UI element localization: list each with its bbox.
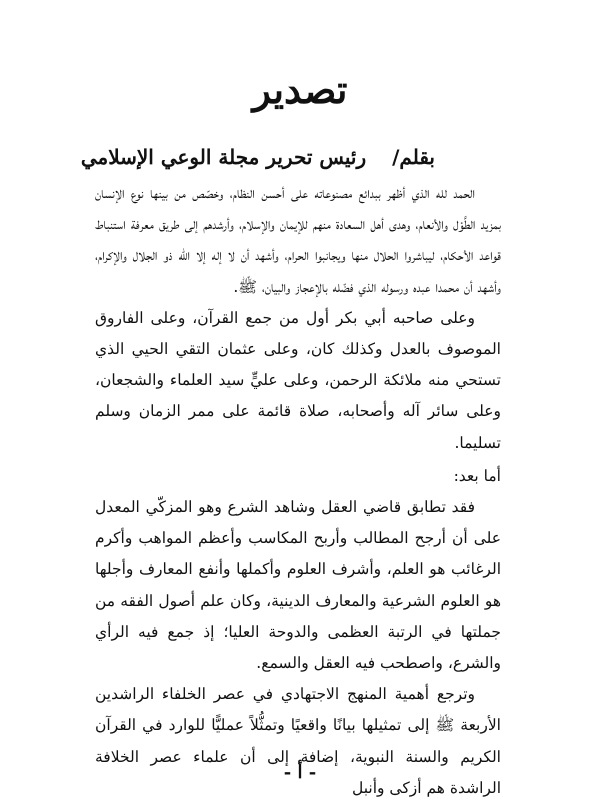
author-prefix: بقلم/ [392, 145, 435, 169]
paragraph: فقد تطابق قاضي العقل وشاهد الشرع وهو المزكّي المعدل على أن أرجح المطالب وأربح المكاسب وأعظم المواهب وأكرم الرغائب هو العلم، وأشرف العلوم وأكملها وأنفع المعارف وأجلها هو العلوم الشرعية والمعارف الدينية، وكان علم أصول الفقه من جملتها في الرتبة العظمى والدوحة العليا؛ إذ جمع فيه الرأي والشرع، واصطحب فيه العقل والسمع. [95, 498, 501, 673]
author-line [81, 142, 435, 172]
closing-phrase: أما بعد: [453, 466, 501, 485]
body-text [95, 178, 501, 804]
author-name: رئيس تحرير مجلة الوعي الإسلامي [80, 145, 367, 169]
page-number: - أ - [283, 762, 317, 783]
paragraph: وعلى صاحبه أبي بكر أول من جمع القرآن، وعلى الفاروق الموصوف بالعدل وكذلك كان، وعلى عثمان التقي الحيي الذي تستحي منه ملائكة الرحمن، وعلى عليٍّ سيد العلماء والشجعان، وعلى سائر آله وأصحابه، صلاة قائمة على ممر الزمان وسلم تسليما. [95, 308, 501, 452]
paragraph: وترجع أهمية المنهج الاجتهادي في عصر الخلفاء الراشدين الأربعة ﷺ إلى تمثيلها بيانًا واقعيًا وتمثُّلاً عمليًّا للوارد في القرآن الكريم والسنة النبوية، إضافة إلى أن علماء عصر الخلافة الراشدة هم أزكى وأنبل [95, 685, 501, 797]
page-title: تصدير [252, 67, 348, 112]
paragraph: الحمد لله الذي أظهر ببدائع مصنوعاته على أحسن النظام، وخصّص من بينها نوع الإنسان بمزيد الطَّوْل والأنعام، وهدى أهل السعادة منهم للإيمان والإسلام، وأرشدهم إلى طريق معرفة استنباط قواعد الأحكام، ليباشروا الحلال منها ويجانبوا الحرام، وأشهد أن لا إله إلا الله ذو الجلال والإكرام، وأشهد أن محمدا عبده ورسوله الذي فضّله بالإعجاز والبيان، ﷺ. [95, 184, 501, 296]
